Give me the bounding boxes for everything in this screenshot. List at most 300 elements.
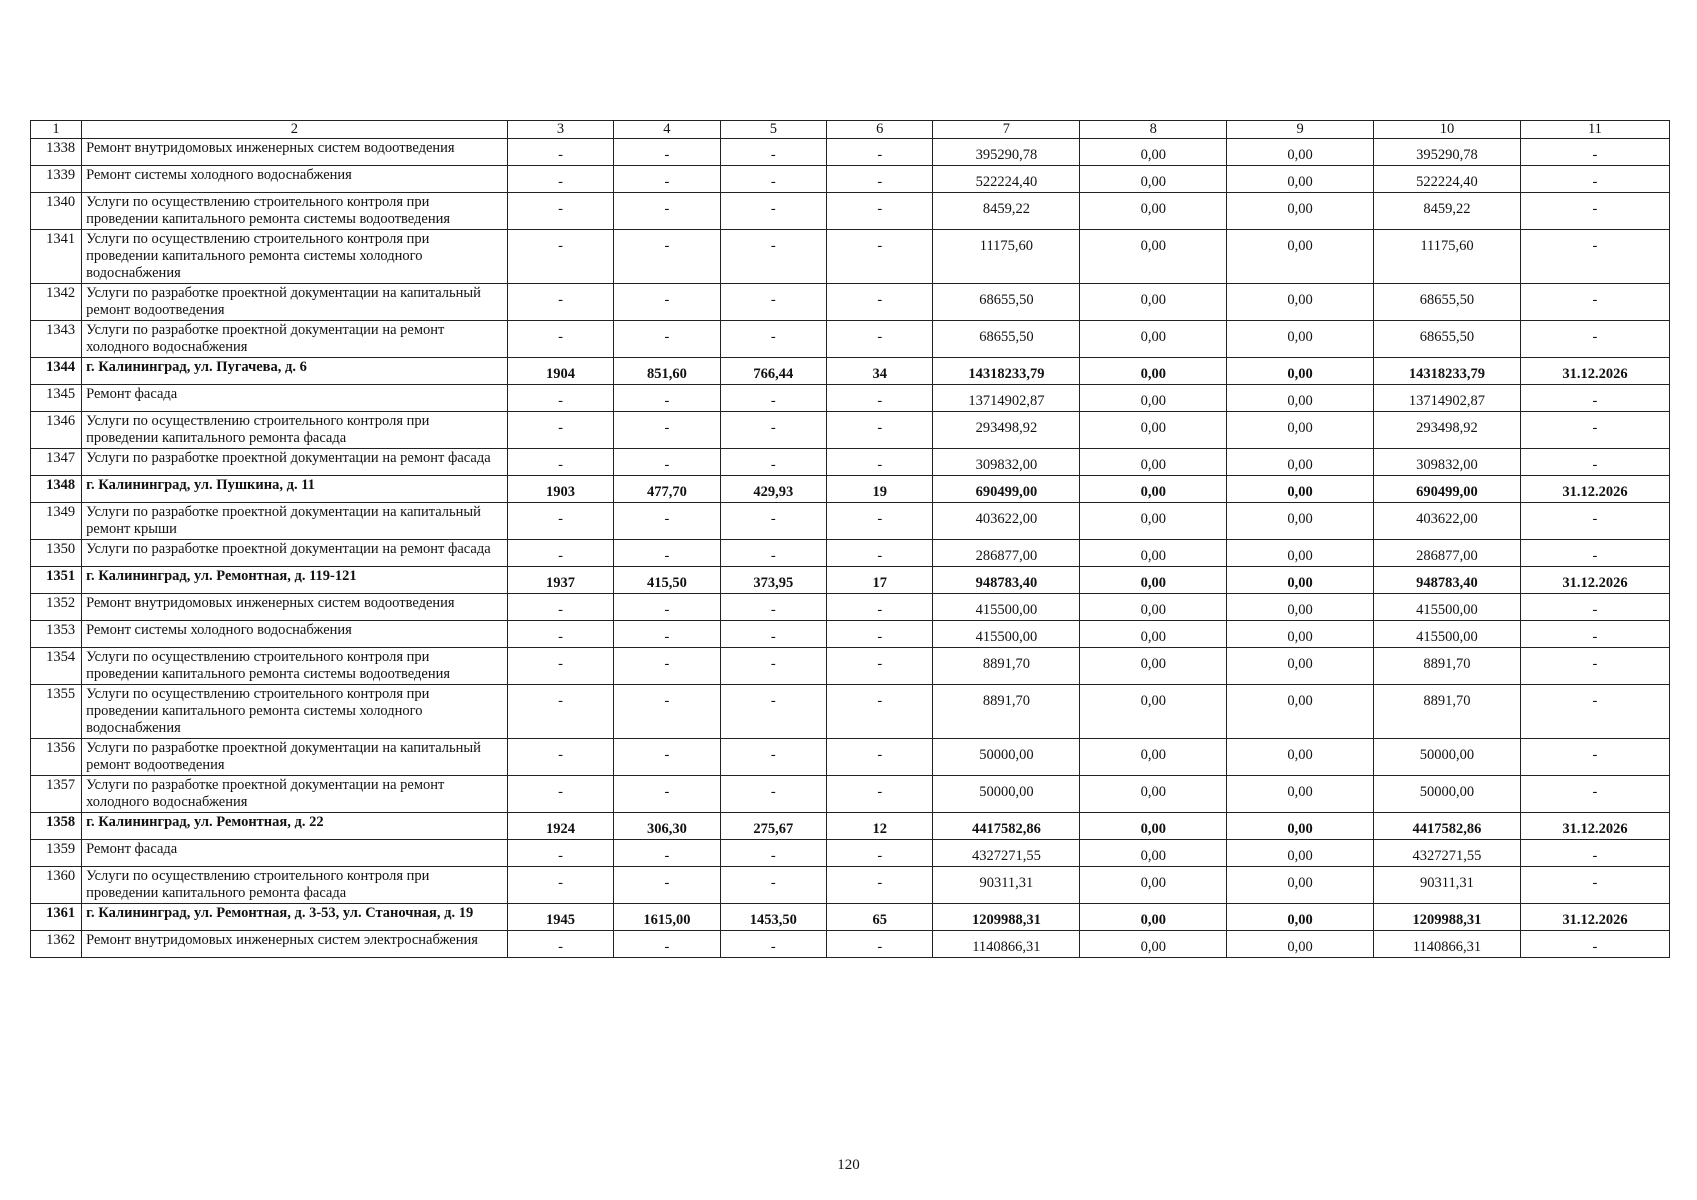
owners-cost-cell: 309832,00 (1374, 449, 1521, 476)
total-cost-cell: 4417582,86 (933, 813, 1080, 840)
total-area-cell: - (614, 139, 720, 166)
owners-cost-cell: 50000,00 (1374, 739, 1521, 776)
work-row (31, 412, 1670, 449)
column-header: 8 (1080, 121, 1227, 139)
total-area-cell: 1615,00 (614, 904, 720, 931)
column-header: 5 (720, 121, 826, 139)
item-name-cell: Услуги по разработке проектной документации на ремонт холодного водоснабжения (82, 321, 508, 358)
deadline-cell: - (1520, 139, 1669, 166)
deadline-cell: - (1520, 931, 1669, 958)
item-name-cell: Услуги по осуществлению строительного контроля при проведении капитального ремонта системы холодного водоснабжения (82, 685, 508, 739)
budget-cost-cell: 0,00 (1227, 166, 1374, 193)
column-header: 7 (933, 121, 1080, 139)
address-row (31, 904, 1670, 931)
work-row (31, 776, 1670, 813)
item-name-cell: Услуги по разработке проектной документации на капитальный ремонт водоотведения (82, 284, 508, 321)
budget-cost-cell: 0,00 (1227, 776, 1374, 813)
owners-cost-cell: 395290,78 (1374, 139, 1521, 166)
budget-cost-cell: 0,00 (1227, 904, 1374, 931)
year-built-cell: - (507, 739, 613, 776)
work-row (31, 594, 1670, 621)
residents-count-cell: - (827, 503, 933, 540)
residents-count-cell: 19 (827, 476, 933, 503)
total-cost-cell: 1209988,31 (933, 904, 1080, 931)
row-number-cell: 1350 (31, 540, 82, 567)
living-area-cell: 766,44 (720, 358, 826, 385)
item-name-cell: Ремонт внутридомовых инженерных систем электроснабжения (82, 931, 508, 958)
total-area-cell: - (614, 540, 720, 567)
year-built-cell: 1945 (507, 904, 613, 931)
document-sheet (30, 120, 1670, 958)
deadline-cell: - (1520, 166, 1669, 193)
total-cost-cell: 8891,70 (933, 648, 1080, 685)
work-row (31, 284, 1670, 321)
living-area-cell: - (720, 321, 826, 358)
column-number-row (31, 121, 1670, 139)
budget-cost-cell: 0,00 (1227, 449, 1374, 476)
row-number-cell: 1348 (31, 476, 82, 503)
deadline-cell: - (1520, 840, 1669, 867)
item-name-cell: Ремонт фасада (82, 385, 508, 412)
year-built-cell: - (507, 385, 613, 412)
fund-cost-cell: 0,00 (1080, 503, 1227, 540)
year-built-cell: - (507, 284, 613, 321)
total-cost-cell: 415500,00 (933, 594, 1080, 621)
fund-cost-cell: 0,00 (1080, 449, 1227, 476)
item-name-cell: г. Калининград, ул. Ремонтная, д. 119-121 (82, 567, 508, 594)
row-number-cell: 1345 (31, 385, 82, 412)
item-name-cell: Ремонт системы холодного водоснабжения (82, 621, 508, 648)
living-area-cell: - (720, 139, 826, 166)
fund-cost-cell: 0,00 (1080, 139, 1227, 166)
budget-cost-cell: 0,00 (1227, 931, 1374, 958)
residents-count-cell: - (827, 685, 933, 739)
owners-cost-cell: 1140866,31 (1374, 931, 1521, 958)
address-row (31, 567, 1670, 594)
row-number-cell: 1347 (31, 449, 82, 476)
item-name-cell: г. Калининград, ул. Пушкина, д. 11 (82, 476, 508, 503)
total-area-cell: - (614, 166, 720, 193)
owners-cost-cell: 415500,00 (1374, 594, 1521, 621)
budget-cost-cell: 0,00 (1227, 648, 1374, 685)
deadline-cell: - (1520, 648, 1669, 685)
row-number-cell: 1349 (31, 503, 82, 540)
year-built-cell: 1937 (507, 567, 613, 594)
total-area-cell: - (614, 840, 720, 867)
total-cost-cell: 50000,00 (933, 739, 1080, 776)
owners-cost-cell: 8891,70 (1374, 648, 1521, 685)
year-built-cell: 1904 (507, 358, 613, 385)
year-built-cell: - (507, 840, 613, 867)
item-name-cell: Услуги по разработке проектной документации на ремонт фасада (82, 449, 508, 476)
living-area-cell: - (720, 739, 826, 776)
work-row (31, 385, 1670, 412)
deadline-cell: - (1520, 449, 1669, 476)
residents-count-cell: - (827, 139, 933, 166)
fund-cost-cell: 0,00 (1080, 776, 1227, 813)
owners-cost-cell: 293498,92 (1374, 412, 1521, 449)
fund-cost-cell: 0,00 (1080, 321, 1227, 358)
total-cost-cell: 522224,40 (933, 166, 1080, 193)
row-number-cell: 1343 (31, 321, 82, 358)
year-built-cell: - (507, 776, 613, 813)
residents-count-cell: - (827, 193, 933, 230)
deadline-cell: - (1520, 284, 1669, 321)
deadline-cell: 31.12.2026 (1520, 476, 1669, 503)
work-row (31, 449, 1670, 476)
total-cost-cell: 948783,40 (933, 567, 1080, 594)
fund-cost-cell: 0,00 (1080, 648, 1227, 685)
row-number-cell: 1360 (31, 867, 82, 904)
fund-cost-cell: 0,00 (1080, 621, 1227, 648)
address-row (31, 813, 1670, 840)
column-header: 9 (1227, 121, 1374, 139)
total-area-cell: 415,50 (614, 567, 720, 594)
item-name-cell: Ремонт системы холодного водоснабжения (82, 166, 508, 193)
row-number-cell: 1358 (31, 813, 82, 840)
row-number-cell: 1359 (31, 840, 82, 867)
item-name-cell: Услуги по осуществлению строительного контроля при проведении капитального ремонта системы водоотведения (82, 648, 508, 685)
column-header: 10 (1374, 121, 1521, 139)
living-area-cell: - (720, 540, 826, 567)
item-name-cell: Услуги по разработке проектной документации на ремонт холодного водоснабжения (82, 776, 508, 813)
budget-cost-cell: 0,00 (1227, 476, 1374, 503)
work-row (31, 166, 1670, 193)
year-built-cell: - (507, 867, 613, 904)
item-name-cell: Услуги по осуществлению строительного контроля при проведении капитального ремонта системы водоотведения (82, 193, 508, 230)
deadline-cell: 31.12.2026 (1520, 358, 1669, 385)
fund-cost-cell: 0,00 (1080, 813, 1227, 840)
fund-cost-cell: 0,00 (1080, 840, 1227, 867)
fund-cost-cell: 0,00 (1080, 230, 1227, 284)
living-area-cell: - (720, 385, 826, 412)
budget-cost-cell: 0,00 (1227, 321, 1374, 358)
residents-count-cell: - (827, 449, 933, 476)
total-cost-cell: 14318233,79 (933, 358, 1080, 385)
fund-cost-cell: 0,00 (1080, 476, 1227, 503)
page-number: 120 (837, 1157, 860, 1173)
total-area-cell: 306,30 (614, 813, 720, 840)
owners-cost-cell: 4327271,55 (1374, 840, 1521, 867)
year-built-cell: - (507, 685, 613, 739)
total-area-cell: - (614, 776, 720, 813)
item-name-cell: Ремонт внутридомовых инженерных систем водоотведения (82, 139, 508, 166)
owners-cost-cell: 68655,50 (1374, 321, 1521, 358)
total-cost-cell: 309832,00 (933, 449, 1080, 476)
total-cost-cell: 403622,00 (933, 503, 1080, 540)
budget-cost-cell: 0,00 (1227, 813, 1374, 840)
owners-cost-cell: 14318233,79 (1374, 358, 1521, 385)
total-cost-cell: 68655,50 (933, 321, 1080, 358)
work-row (31, 648, 1670, 685)
work-row (31, 621, 1670, 648)
item-name-cell: Услуги по осуществлению строительного контроля при проведении капитального ремонта системы холодного водоснабжения (82, 230, 508, 284)
work-row (31, 840, 1670, 867)
fund-cost-cell: 0,00 (1080, 904, 1227, 931)
owners-cost-cell: 415500,00 (1374, 621, 1521, 648)
deadline-cell: - (1520, 739, 1669, 776)
living-area-cell: 429,93 (720, 476, 826, 503)
work-row (31, 540, 1670, 567)
owners-cost-cell: 286877,00 (1374, 540, 1521, 567)
living-area-cell: - (720, 594, 826, 621)
fund-cost-cell: 0,00 (1080, 358, 1227, 385)
budget-cost-cell: 0,00 (1227, 567, 1374, 594)
column-header: 6 (827, 121, 933, 139)
total-area-cell: - (614, 648, 720, 685)
living-area-cell: - (720, 449, 826, 476)
item-name-cell: Услуги по осуществлению строительного контроля при проведении капитального ремонта фасада (82, 867, 508, 904)
budget-cost-cell: 0,00 (1227, 139, 1374, 166)
owners-cost-cell: 11175,60 (1374, 230, 1521, 284)
deadline-cell: - (1520, 385, 1669, 412)
item-name-cell: Услуги по разработке проектной документации на капитальный ремонт водоотведения (82, 739, 508, 776)
living-area-cell: - (720, 166, 826, 193)
living-area-cell: - (720, 685, 826, 739)
year-built-cell: - (507, 230, 613, 284)
fund-cost-cell: 0,00 (1080, 567, 1227, 594)
row-number-cell: 1354 (31, 648, 82, 685)
deadline-cell: - (1520, 193, 1669, 230)
owners-cost-cell: 948783,40 (1374, 567, 1521, 594)
living-area-cell: - (720, 412, 826, 449)
residents-count-cell: - (827, 284, 933, 321)
total-cost-cell: 286877,00 (933, 540, 1080, 567)
living-area-cell: - (720, 931, 826, 958)
residents-count-cell: 34 (827, 358, 933, 385)
work-row (31, 867, 1670, 904)
total-cost-cell: 415500,00 (933, 621, 1080, 648)
total-area-cell: - (614, 685, 720, 739)
deadline-cell: 31.12.2026 (1520, 567, 1669, 594)
row-number-cell: 1344 (31, 358, 82, 385)
living-area-cell: 373,95 (720, 567, 826, 594)
budget-cost-cell: 0,00 (1227, 540, 1374, 567)
total-area-cell: - (614, 867, 720, 904)
work-row (31, 230, 1670, 284)
row-number-cell: 1339 (31, 166, 82, 193)
total-area-cell: - (614, 594, 720, 621)
fund-cost-cell: 0,00 (1080, 931, 1227, 958)
work-row (31, 931, 1670, 958)
row-number-cell: 1353 (31, 621, 82, 648)
total-area-cell: 851,60 (614, 358, 720, 385)
year-built-cell: - (507, 540, 613, 567)
year-built-cell: - (507, 594, 613, 621)
residents-count-cell: - (827, 739, 933, 776)
total-cost-cell: 8459,22 (933, 193, 1080, 230)
fund-cost-cell: 0,00 (1080, 540, 1227, 567)
total-area-cell: - (614, 284, 720, 321)
budget-cost-cell: 0,00 (1227, 385, 1374, 412)
year-built-cell: - (507, 321, 613, 358)
living-area-cell: - (720, 230, 826, 284)
total-area-cell: - (614, 739, 720, 776)
total-cost-cell: 50000,00 (933, 776, 1080, 813)
year-built-cell: - (507, 503, 613, 540)
residents-count-cell: - (827, 621, 933, 648)
row-number-cell: 1340 (31, 193, 82, 230)
work-row (31, 739, 1670, 776)
budget-cost-cell: 0,00 (1227, 685, 1374, 739)
residents-count-cell: - (827, 412, 933, 449)
deadline-cell: - (1520, 321, 1669, 358)
living-area-cell: - (720, 776, 826, 813)
budget-cost-cell: 0,00 (1227, 594, 1374, 621)
address-row (31, 476, 1670, 503)
total-cost-cell: 1140866,31 (933, 931, 1080, 958)
living-area-cell: - (720, 193, 826, 230)
residents-count-cell: - (827, 540, 933, 567)
residents-count-cell: - (827, 840, 933, 867)
living-area-cell: 1453,50 (720, 904, 826, 931)
residents-count-cell: - (827, 867, 933, 904)
residents-count-cell: - (827, 648, 933, 685)
deadline-cell: 31.12.2026 (1520, 904, 1669, 931)
total-area-cell: 477,70 (614, 476, 720, 503)
row-number-cell: 1356 (31, 739, 82, 776)
total-area-cell: - (614, 412, 720, 449)
column-header: 3 (507, 121, 613, 139)
row-number-cell: 1361 (31, 904, 82, 931)
residents-count-cell: 12 (827, 813, 933, 840)
budget-cost-cell: 0,00 (1227, 867, 1374, 904)
fund-cost-cell: 0,00 (1080, 284, 1227, 321)
owners-cost-cell: 403622,00 (1374, 503, 1521, 540)
residents-count-cell: - (827, 321, 933, 358)
total-area-cell: - (614, 931, 720, 958)
living-area-cell: 275,67 (720, 813, 826, 840)
deadline-cell: - (1520, 412, 1669, 449)
work-row (31, 503, 1670, 540)
budget-cost-cell: 0,00 (1227, 284, 1374, 321)
budget-cost-cell: 0,00 (1227, 412, 1374, 449)
total-cost-cell: 690499,00 (933, 476, 1080, 503)
residents-count-cell: - (827, 166, 933, 193)
year-built-cell: 1903 (507, 476, 613, 503)
year-built-cell: - (507, 193, 613, 230)
deadline-cell: - (1520, 776, 1669, 813)
work-row (31, 193, 1670, 230)
owners-cost-cell: 68655,50 (1374, 284, 1521, 321)
total-area-cell: - (614, 449, 720, 476)
item-name-cell: Услуги по разработке проектной документации на капитальный ремонт крыши (82, 503, 508, 540)
living-area-cell: - (720, 503, 826, 540)
total-cost-cell: 8891,70 (933, 685, 1080, 739)
column-header: 4 (614, 121, 720, 139)
owners-cost-cell: 1209988,31 (1374, 904, 1521, 931)
owners-cost-cell: 90311,31 (1374, 867, 1521, 904)
residents-count-cell: - (827, 230, 933, 284)
row-number-cell: 1341 (31, 230, 82, 284)
row-number-cell: 1362 (31, 931, 82, 958)
residents-count-cell: - (827, 931, 933, 958)
total-area-cell: - (614, 385, 720, 412)
budget-cost-cell: 0,00 (1227, 739, 1374, 776)
item-name-cell: г. Калининград, ул. Ремонтная, д. 3-53, ул. Станочная, д. 19 (82, 904, 508, 931)
owners-cost-cell: 8891,70 (1374, 685, 1521, 739)
residents-count-cell: - (827, 594, 933, 621)
owners-cost-cell: 522224,40 (1374, 166, 1521, 193)
deadline-cell: 31.12.2026 (1520, 813, 1669, 840)
total-area-cell: - (614, 230, 720, 284)
total-area-cell: - (614, 621, 720, 648)
total-cost-cell: 293498,92 (933, 412, 1080, 449)
owners-cost-cell: 8459,22 (1374, 193, 1521, 230)
row-number-cell: 1357 (31, 776, 82, 813)
budget-cost-cell: 0,00 (1227, 621, 1374, 648)
residents-count-cell: 65 (827, 904, 933, 931)
residents-count-cell: - (827, 776, 933, 813)
deadline-cell: - (1520, 594, 1669, 621)
column-header: 2 (82, 121, 508, 139)
residents-count-cell: - (827, 385, 933, 412)
budget-cost-cell: 0,00 (1227, 358, 1374, 385)
deadline-cell: - (1520, 540, 1669, 567)
item-name-cell: г. Калининград, ул. Ремонтная, д. 22 (82, 813, 508, 840)
year-built-cell: - (507, 648, 613, 685)
row-number-cell: 1346 (31, 412, 82, 449)
total-cost-cell: 4327271,55 (933, 840, 1080, 867)
row-number-cell: 1342 (31, 284, 82, 321)
fund-cost-cell: 0,00 (1080, 867, 1227, 904)
total-cost-cell: 395290,78 (933, 139, 1080, 166)
fund-cost-cell: 0,00 (1080, 739, 1227, 776)
total-cost-cell: 90311,31 (933, 867, 1080, 904)
deadline-cell: - (1520, 621, 1669, 648)
deadline-cell: - (1520, 503, 1669, 540)
budget-cost-cell: 0,00 (1227, 193, 1374, 230)
fund-cost-cell: 0,00 (1080, 166, 1227, 193)
year-built-cell: - (507, 166, 613, 193)
total-cost-cell: 68655,50 (933, 284, 1080, 321)
item-name-cell: Ремонт внутридомовых инженерных систем водоотведения (82, 594, 508, 621)
row-number-cell: 1351 (31, 567, 82, 594)
work-row (31, 685, 1670, 739)
total-area-cell: - (614, 193, 720, 230)
year-built-cell: - (507, 412, 613, 449)
work-row (31, 321, 1670, 358)
budget-cost-cell: 0,00 (1227, 230, 1374, 284)
total-cost-cell: 11175,60 (933, 230, 1080, 284)
year-built-cell: - (507, 621, 613, 648)
fund-cost-cell: 0,00 (1080, 193, 1227, 230)
row-number-cell: 1355 (31, 685, 82, 739)
item-name-cell: г. Калининград, ул. Пугачева, д. 6 (82, 358, 508, 385)
item-name-cell: Ремонт фасада (82, 840, 508, 867)
living-area-cell: - (720, 867, 826, 904)
fund-cost-cell: 0,00 (1080, 685, 1227, 739)
year-built-cell: 1924 (507, 813, 613, 840)
residents-count-cell: 17 (827, 567, 933, 594)
total-cost-cell: 13714902,87 (933, 385, 1080, 412)
repair-program-table (30, 120, 1670, 958)
living-area-cell: - (720, 284, 826, 321)
year-built-cell: - (507, 449, 613, 476)
budget-cost-cell: 0,00 (1227, 840, 1374, 867)
row-number-cell: 1352 (31, 594, 82, 621)
deadline-cell: - (1520, 230, 1669, 284)
work-row (31, 139, 1670, 166)
owners-cost-cell: 50000,00 (1374, 776, 1521, 813)
deadline-cell: - (1520, 685, 1669, 739)
total-area-cell: - (614, 503, 720, 540)
row-number-cell: 1338 (31, 139, 82, 166)
deadline-cell: - (1520, 867, 1669, 904)
living-area-cell: - (720, 621, 826, 648)
table-body (31, 139, 1670, 958)
column-header: 1 (31, 121, 82, 139)
